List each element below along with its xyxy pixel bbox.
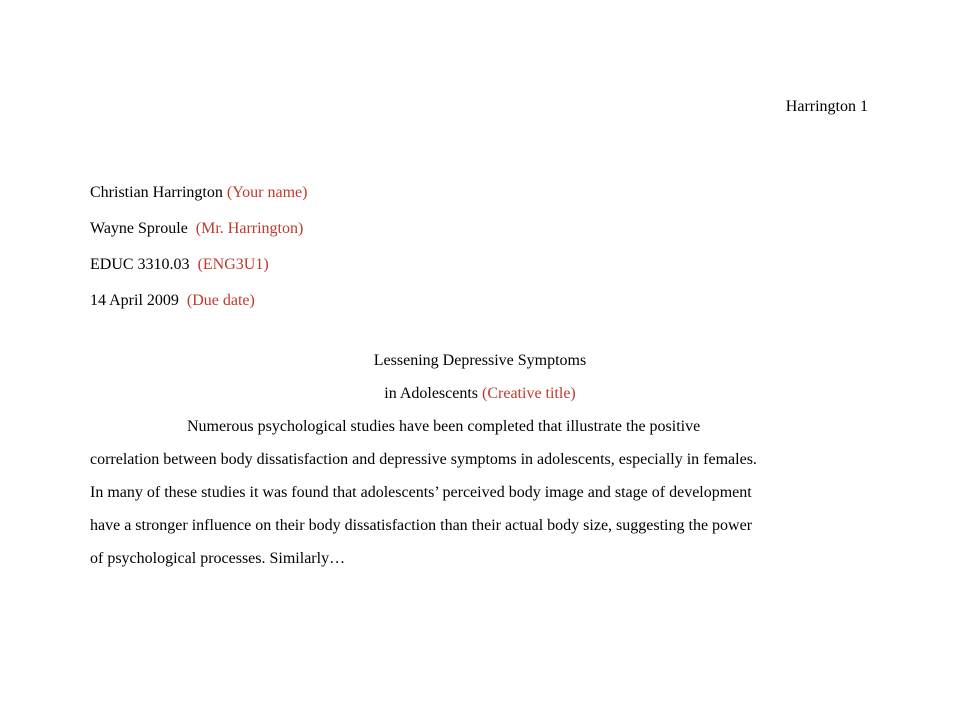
instructor-name: Wayne Sproule xyxy=(90,220,188,237)
course-line xyxy=(90,254,870,276)
due-date-note: (Due date) xyxy=(186,292,255,309)
due-date: 14 April 2009 xyxy=(90,292,179,309)
body-line: Numerous psychological studies have been completed that illustrate the positive xyxy=(187,418,701,435)
title-line-2 xyxy=(90,383,870,405)
body-line: have a stronger influence on their body dissatisfaction than their actual body size, suggesting the power xyxy=(90,517,753,534)
instructor-line xyxy=(90,218,870,240)
running-head: Harrington 1 xyxy=(785,98,868,115)
instructor-note: (Mr. Harrington) xyxy=(195,220,304,237)
body-line: correlation between body dissatisfaction and depressive symptoms in adolescents, especially in females. xyxy=(90,451,757,468)
student-name: Christian Harrington xyxy=(90,184,223,201)
course-note: (ENG3U1) xyxy=(197,256,269,273)
course-code: EDUC 3310.03 xyxy=(90,256,190,273)
paper-title xyxy=(90,350,870,416)
body-line: of psychological processes. Similarly… xyxy=(90,550,346,567)
title-line-2-text: in Adolescents xyxy=(384,385,479,402)
title-line-1: Lessening Depressive Symptoms xyxy=(373,352,587,369)
mla-heading xyxy=(90,182,870,326)
title-note: (Creative title) xyxy=(482,385,576,402)
student-name-line xyxy=(90,182,870,204)
body-line: In many of these studies it was found that adolescents’ perceived body image and stage of development xyxy=(90,484,752,501)
student-name-note: (Your name) xyxy=(226,184,308,201)
date-line xyxy=(90,290,870,312)
body-paragraph xyxy=(90,416,880,581)
